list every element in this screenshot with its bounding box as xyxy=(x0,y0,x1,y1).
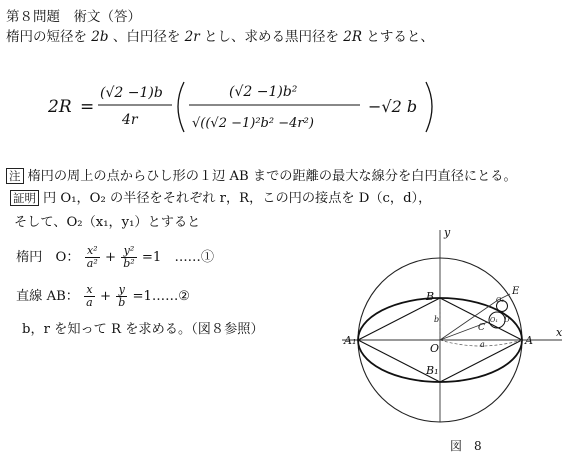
ellipse-term1 xyxy=(85,245,100,270)
proof-badge: 証明 xyxy=(10,190,39,206)
ellipse-label: 楕円 O： xyxy=(16,250,80,265)
line-plus: + xyxy=(99,289,111,304)
ellipse-term2 xyxy=(121,245,136,270)
intro-pre: 楕円の短径を xyxy=(6,29,87,45)
label-B: B xyxy=(426,290,435,303)
ellipse-term2-num: y² xyxy=(121,245,136,258)
label-O1: O₁ xyxy=(490,316,498,324)
figure-caption: 図 8 xyxy=(450,439,482,453)
closing-line: b，r を知って R を求める。（図８参照） xyxy=(22,322,264,337)
line-term1-num: x xyxy=(84,284,95,297)
ellipse-rhs: =1 ……① xyxy=(141,250,215,265)
eq-lhs: 2R xyxy=(48,97,72,117)
intro-R2: 2R xyxy=(343,29,363,45)
eq-num2: (√2 −1)b² xyxy=(229,84,298,100)
line-term2-den: b xyxy=(118,296,126,309)
label-A: A xyxy=(525,334,533,347)
note-text: 楕円の周上の点からひし形の１辺 AB までの距離の最大な線分を白円直径にとる。 xyxy=(27,169,517,184)
label-O2: O₂ xyxy=(496,296,504,304)
intro-mid2: とし、求める黒円径を xyxy=(203,29,339,45)
label-B1: B₁ xyxy=(426,364,439,377)
intro-post: とすると、 xyxy=(366,29,434,45)
label-A1: A₁ xyxy=(344,334,357,347)
ellipse-term1-den: a² xyxy=(86,257,98,270)
label-b: b xyxy=(434,315,440,324)
label-D: D xyxy=(504,316,510,324)
line-term2 xyxy=(116,284,127,309)
line-three: そして、O₂（x₁，y₁）とすると xyxy=(14,215,201,230)
proof-text: 円 O₁，O₂ の半径をそれぞれ r，R，この円の接点を D（c，d）， xyxy=(43,191,432,206)
eq-den1: 4r xyxy=(122,112,138,128)
ellipse-term1-num: x² xyxy=(85,245,100,258)
line-label: 直線 AB： xyxy=(16,289,79,304)
ellipse-term2-den: b² xyxy=(123,257,135,270)
intro-mid: 、白円径を xyxy=(112,29,181,45)
line-equation xyxy=(16,284,190,309)
eq-tail: −√2 b xyxy=(368,97,418,116)
note-line xyxy=(6,165,517,184)
main-equation xyxy=(34,72,454,140)
proof-line xyxy=(10,187,431,206)
eq-equals: = xyxy=(80,97,95,117)
label-E: E xyxy=(512,286,520,297)
intro-line xyxy=(6,25,434,45)
problem-title: 第８問題 術文（答） xyxy=(6,9,141,25)
line-rhs: =1……② xyxy=(132,289,191,304)
line-term1-den: a xyxy=(86,296,93,309)
line-term2-num: y xyxy=(116,284,127,297)
ellipse-plus: + xyxy=(104,250,116,265)
note-badge: 注 xyxy=(6,168,24,184)
right-big-paren xyxy=(426,82,432,132)
ellipse-equation xyxy=(16,245,214,270)
label-C: C xyxy=(478,323,485,333)
intro-r2: 2r xyxy=(184,29,200,45)
intro-b2: 2b xyxy=(91,29,109,45)
label-a: a xyxy=(480,340,485,349)
eq-den2: √((√2 −1)²b² −4r²) xyxy=(192,116,314,131)
figure-8 xyxy=(340,222,570,462)
label-O: O xyxy=(430,342,440,355)
eq-num1: (√2 −1)b xyxy=(100,85,163,101)
label-x: x xyxy=(556,326,563,339)
label-y: y xyxy=(444,226,451,239)
left-big-paren xyxy=(178,82,184,132)
line-term1 xyxy=(84,284,95,309)
